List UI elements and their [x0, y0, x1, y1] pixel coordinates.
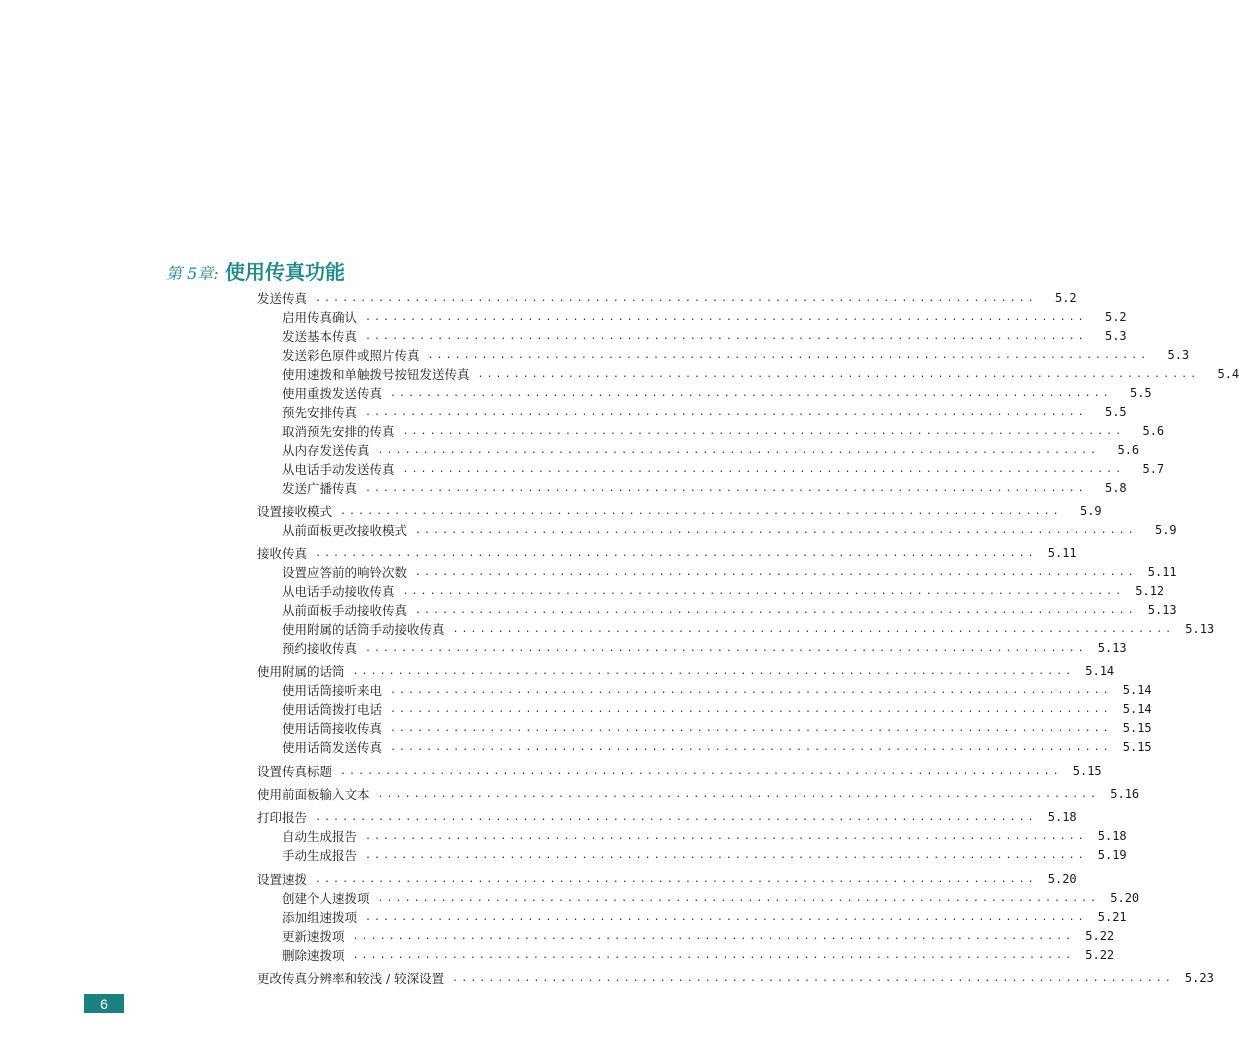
toc-entry[interactable]	[282, 327, 1127, 345]
chapter-title: 使用传真功能	[225, 260, 346, 284]
toc-entry-label: 使用重拨发送传真	[282, 386, 383, 401]
toc-entry[interactable]	[282, 601, 1177, 619]
toc-entry-label: 创建个人速拨项	[282, 891, 370, 906]
toc-entry-page: 5.14	[1122, 702, 1152, 716]
page-number: 6	[100, 995, 108, 1012]
toc-entry-label: 更新速拨项	[282, 929, 345, 944]
toc-entry[interactable]	[257, 544, 1077, 562]
toc-entry[interactable]	[282, 479, 1127, 497]
toc-entry-page: 5.21	[1097, 910, 1127, 924]
toc-entry-page: 5.4	[1217, 367, 1239, 381]
toc-entry-label: 设置接收模式	[257, 504, 333, 519]
toc-entry-label: 使用话筒拨打电话	[282, 702, 383, 717]
toc-entry-label: 发送广播传真	[282, 481, 358, 496]
toc-entry-page: 5.5	[1129, 386, 1152, 400]
page-number-badge	[84, 994, 124, 1013]
toc-entry-page: 5.22	[1085, 948, 1115, 962]
toc-entry-page: 5.2	[1054, 291, 1077, 305]
toc-entry-label: 打印报告	[257, 810, 308, 825]
toc-entry-page: 5.12	[1135, 584, 1165, 598]
toc-entry-label: 从电话手动发送传真	[282, 462, 395, 477]
toc-entry[interactable]	[282, 700, 1152, 718]
toc-leader-dots: ................................................................................	[390, 741, 1112, 753]
toc-entry[interactable]	[282, 460, 1165, 478]
chapter-number: 第 5章:	[166, 264, 219, 283]
toc-leader-dots: ................................................................................	[377, 444, 1100, 456]
toc-leader-dots: ................................................................................	[365, 849, 1087, 861]
toc-leader-dots: ................................................................................	[365, 911, 1087, 923]
toc-entry[interactable]	[282, 908, 1127, 926]
toc-entry-page: 5.19	[1097, 848, 1127, 862]
toc-leader-dots: ................................................................................	[315, 547, 1037, 559]
toc-leader-dots: ................................................................................	[365, 406, 1087, 418]
toc-entry-label: 删除速拨项	[282, 948, 345, 963]
toc-entry-label: 启用传真确认	[282, 310, 358, 325]
toc-entry-label: 从电话手动接收传真	[282, 584, 395, 599]
toc-entry-page: 5.20	[1110, 891, 1140, 905]
toc-entry[interactable]	[282, 384, 1152, 402]
toc-entry-label: 使用话筒发送传真	[282, 740, 383, 755]
toc-entry[interactable]	[282, 620, 1215, 638]
toc-entry[interactable]	[282, 719, 1152, 737]
toc-leader-dots: ................................................................................	[352, 665, 1075, 677]
toc-entry-label: 设置速拨	[257, 872, 308, 887]
toc-entry-page: 5.9	[1079, 504, 1102, 518]
toc-entry-label: 从内存发送传真	[282, 443, 370, 458]
toc-leader-dots: ................................................................................	[315, 292, 1037, 304]
toc-leader-dots: ................................................................................	[477, 368, 1200, 380]
toc-entry[interactable]	[282, 422, 1165, 440]
toc-leader-dots: ................................................................................	[315, 811, 1037, 823]
toc-entry-page: 5.16	[1110, 787, 1140, 801]
toc-leader-dots: ................................................................................	[365, 330, 1087, 342]
toc-leader-dots: ................................................................................	[365, 830, 1087, 842]
toc-entry[interactable]	[257, 289, 1077, 307]
toc-leader-dots: ................................................................................	[415, 604, 1137, 616]
toc-leader-dots: ................................................................................	[315, 873, 1037, 885]
toc-entry-label: 更改传真分辨率和较浅 / 较深设置	[257, 971, 445, 986]
toc-entry-page: 5.6	[1142, 424, 1165, 438]
toc-entry-label: 自动生成报告	[282, 829, 358, 844]
toc-entry[interactable]	[282, 738, 1152, 756]
toc-leader-dots: ................................................................................	[365, 642, 1087, 654]
toc-entry-label: 发送彩色原件或照片传真	[282, 348, 420, 363]
toc-entry[interactable]	[257, 762, 1102, 780]
toc-entry[interactable]	[282, 681, 1152, 699]
toc-entry[interactable]	[282, 582, 1165, 600]
toc-entry[interactable]	[257, 808, 1077, 826]
toc-entry[interactable]	[257, 785, 1140, 803]
toc-entry-label: 取消预先安排的传真	[282, 424, 395, 439]
toc-entry-page: 5.11	[1047, 546, 1077, 560]
toc-leader-dots: ................................................................................	[452, 972, 1174, 984]
toc-entry-label: 使用速拨和单触拨号按钮发送传真	[282, 367, 470, 382]
toc-leader-dots: ................................................................................	[390, 703, 1112, 715]
chapter-heading	[166, 256, 345, 285]
toc-entry[interactable]	[282, 441, 1140, 459]
toc-entry-label: 设置传真标题	[257, 764, 333, 779]
toc-entry-page: 5.8	[1104, 481, 1127, 495]
toc-leader-dots: ................................................................................	[340, 505, 1062, 517]
toc-entry[interactable]	[257, 969, 1214, 987]
toc-entry-label: 发送传真	[257, 291, 308, 306]
toc-entry[interactable]	[282, 563, 1177, 581]
toc-entry-page: 5.20	[1047, 872, 1077, 886]
toc-entry-label: 预先安排传真	[282, 405, 358, 420]
toc-entry-page: 5.6	[1117, 443, 1140, 457]
toc-entry[interactable]	[282, 639, 1127, 657]
toc-entry-label: 设置应答前的响铃次数	[282, 565, 408, 580]
toc-leader-dots: ................................................................................	[352, 930, 1075, 942]
toc-entry-label: 使用附属的话筒手动接收传真	[282, 622, 445, 637]
toc-entry-page: 5.11	[1147, 565, 1177, 579]
toc-leader-dots: ................................................................................	[415, 566, 1137, 578]
toc-entry-page: 5.13	[1097, 641, 1127, 655]
toc-entry-page: 5.2	[1104, 310, 1127, 324]
toc-entry-page: 5.9	[1154, 523, 1177, 537]
toc-entry-page: 5.7	[1142, 462, 1165, 476]
toc-entry[interactable]	[282, 846, 1127, 864]
toc-entry[interactable]	[282, 927, 1115, 945]
toc-leader-dots: ................................................................................	[352, 949, 1075, 961]
toc-leader-dots: ................................................................................	[427, 349, 1150, 361]
toc-entry-label: 使用话筒接听来电	[282, 683, 383, 698]
toc-leader-dots: ................................................................................	[377, 788, 1100, 800]
toc-entry-page: 5.18	[1047, 810, 1077, 824]
toc-entry-page: 5.3	[1104, 329, 1127, 343]
toc-entry[interactable]	[257, 870, 1077, 888]
toc-entry[interactable]	[257, 662, 1115, 680]
toc-leader-dots: ................................................................................	[402, 425, 1125, 437]
toc-leader-dots: ................................................................................	[415, 524, 1137, 536]
toc-leader-dots: ................................................................................	[390, 684, 1112, 696]
toc-entry-page: 5.14	[1085, 664, 1115, 678]
toc-entry[interactable]	[282, 889, 1140, 907]
toc-entry-label: 发送基本传真	[282, 329, 358, 344]
toc-leader-dots: ................................................................................	[377, 892, 1100, 904]
toc-entry-page: 5.15	[1072, 764, 1102, 778]
toc-entry[interactable]	[282, 521, 1177, 539]
toc-entry-page: 5.13	[1185, 622, 1215, 636]
toc-leader-dots: ................................................................................	[390, 722, 1112, 734]
toc-entry-page: 5.15	[1122, 721, 1152, 735]
toc-entry-label: 从前面板手动接收传真	[282, 603, 408, 618]
toc-entry-label: 预约接收传真	[282, 641, 358, 656]
toc-leader-dots: ................................................................................	[340, 765, 1062, 777]
toc-leader-dots: ................................................................................	[452, 623, 1175, 635]
toc-entry-label: 添加组速拨项	[282, 910, 358, 925]
toc-entry-label: 使用前面板输入文本	[257, 787, 370, 802]
toc-entry-label: 手动生成报告	[282, 848, 358, 863]
toc-entry-page: 5.13	[1147, 603, 1177, 617]
toc-leader-dots: ................................................................................	[365, 482, 1087, 494]
toc-entry-label: 使用附属的话筒	[257, 664, 345, 679]
toc-entry[interactable]	[282, 946, 1115, 964]
toc-entry-page: 5.18	[1097, 829, 1127, 843]
toc-entry[interactable]	[282, 365, 1239, 383]
toc-entry-label: 使用话筒接收传真	[282, 721, 383, 736]
toc-leader-dots: ................................................................................	[402, 463, 1125, 475]
toc-entry-label: 接收传真	[257, 546, 308, 561]
toc-entry-page: 5.22	[1085, 929, 1115, 943]
toc-entry-page: 5.3	[1167, 348, 1190, 362]
toc-leader-dots: ................................................................................	[390, 387, 1112, 399]
toc-entry-page: 5.5	[1104, 405, 1127, 419]
toc-leader-dots: ................................................................................	[365, 311, 1087, 323]
toc-entry-page: 5.23	[1184, 971, 1214, 985]
toc-entry[interactable]	[282, 308, 1127, 326]
toc-leader-dots: ................................................................................	[402, 585, 1125, 597]
toc-entry-page: 5.15	[1122, 740, 1152, 754]
toc-entry[interactable]	[282, 403, 1127, 421]
toc-entry[interactable]	[257, 502, 1102, 520]
toc-entry[interactable]	[282, 827, 1127, 845]
toc-entry-label: 从前面板更改接收模式	[282, 523, 408, 538]
toc-entry-page: 5.14	[1122, 683, 1152, 697]
toc-entry[interactable]	[282, 346, 1190, 364]
